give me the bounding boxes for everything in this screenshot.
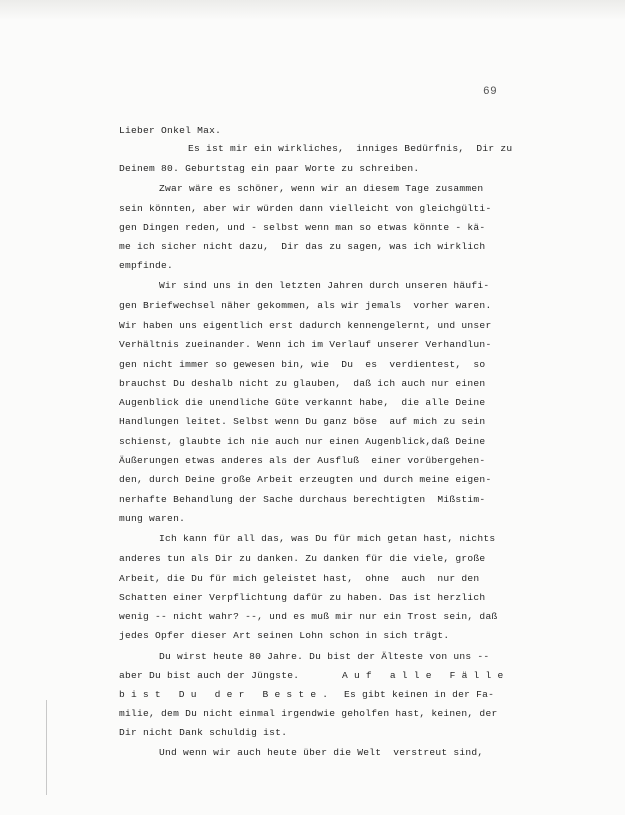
text-line: mung waren.: [119, 513, 186, 524]
text-line: gen Dingen reden, und - selbst wenn man so etwas könnte - kä-: [119, 222, 486, 233]
scan-mark-left: [46, 700, 47, 795]
text-line: Es gibt keinen in der Fa-: [344, 689, 495, 700]
text-line: wenig -- nicht wahr? --, und es muß mir nur ein Trost sein, daß: [119, 611, 498, 622]
text-line: empfinde.: [119, 260, 174, 271]
text-line: sein könnten, aber wir würden dann vielleicht von gleichgülti-: [119, 203, 492, 214]
scan-shadow-top: [0, 0, 625, 20]
text-line: Augenblick die unendliche Güte verkannt habe, die alle Deine: [119, 397, 486, 408]
text-line: Wir haben uns eigentlich erst dadurch kennengelernt, und unser: [119, 320, 492, 331]
text-line: Wir sind uns in den letzten Jahren durch unseren häufi-: [159, 280, 490, 291]
text-line: brauchst Du deshalb nicht zu glauben, daß ich auch nur einen: [119, 378, 486, 389]
text-line: me ich sicher nicht dazu, Dir das zu sagen, was ich wirklich: [119, 241, 486, 252]
text-line: jedes Opfer dieser Art seinen Lohn schon in sich trägt.: [119, 630, 450, 641]
text-line: nerhafte Behandlung der Sache durchaus berechtigten Mißstim-: [119, 494, 486, 505]
text-line: Verhältnis zueinander. Wenn ich im Verlauf unserer Verhandlun-: [119, 339, 492, 350]
text-line: Es ist mir ein wirkliches, inniges Bedürfnis, Dir zu: [188, 143, 513, 154]
text-line: den, durch Deine große Arbeit erzeugten und durch meine eigen-: [119, 474, 492, 485]
salutation: Lieber Onkel Max.: [119, 125, 222, 136]
text-line: Zwar wäre es schöner, wenn wir an diesem Tage zusammen: [159, 183, 484, 194]
text-line: Handlungen leitet. Selbst wenn Du ganz böse auf mich zu sein: [119, 416, 486, 427]
text-line: Deinem 80. Geburtstag ein paar Worte zu schreiben.: [119, 163, 420, 174]
text-line: Ich kann für all das, was Du für mich getan hast, nichts: [159, 533, 496, 544]
text-line: Äußerungen etwas anderes als der Ausfluß einer vorübergehen-: [119, 455, 486, 466]
text-line: gen Briefwechsel näher gekommen, als wir jemals vorher waren.: [119, 300, 492, 311]
text-line: Arbeit, die Du für mich geleistet hast, ohne auch nur den: [119, 573, 480, 584]
text-line-spaced: Auf alle Fälle: [342, 670, 510, 681]
text-line: Du wirst heute 80 Jahre. Du bist der Älteste von uns --: [159, 651, 490, 662]
text-line: Und wenn wir auch heute über die Welt verstreut sind,: [159, 747, 484, 758]
text-line: gen nicht immer so gewesen bin, wie Du es verdientest, so: [119, 359, 486, 370]
text-line: aber Du bist auch der Jüngste.: [119, 670, 300, 681]
text-line: anderes tun als Dir zu danken. Zu danken für die viele, große: [119, 553, 486, 564]
text-line: Dir nicht Dank schuldig ist.: [119, 727, 288, 738]
text-line: schienst, glaubte ich nie auch nur einen Augenblick,daß Deine: [119, 436, 486, 447]
text-line-spaced: bist Du der Beste.: [119, 689, 335, 700]
text-line: milie, dem Du nicht einmal irgendwie geholfen hast, keinen, der: [119, 708, 498, 719]
text-line: Schatten einer Verpflichtung dafür zu haben. Das ist herzlich: [119, 592, 486, 603]
page-number: 69: [483, 86, 498, 98]
